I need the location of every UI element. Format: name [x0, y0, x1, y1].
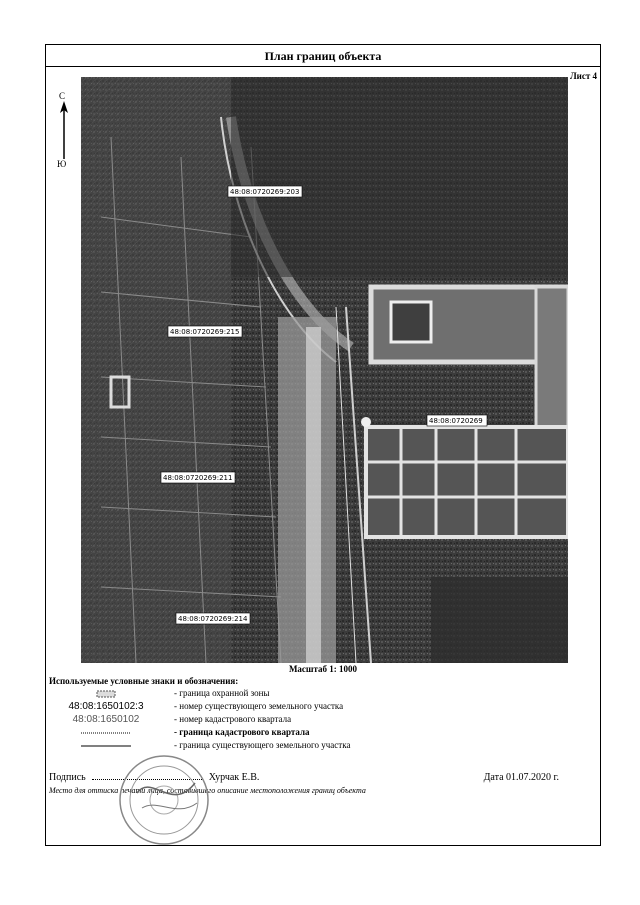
legend-label: - граница кадастрового квартала — [174, 727, 310, 737]
signer-name: Хурчак Е.В. — [208, 772, 260, 783]
document-frame — [45, 44, 601, 846]
satellite-map — [81, 77, 568, 663]
legend-label: - граница существующего земельного участка — [174, 740, 351, 750]
legend-title: Используемые условные знаки и обозначения: — [49, 676, 239, 686]
compass-north: С — [59, 91, 66, 101]
sheet-label: Лист 4 — [569, 71, 597, 81]
signature-label: Подпись — [49, 772, 86, 783]
scale-text: Масштаб 1: 1000 — [288, 664, 358, 674]
map-label-215: 48:08:0720269:215 — [170, 328, 240, 336]
legend-label: - номер существующего земельного участка — [174, 701, 344, 711]
stamp-note: Место для оттиска печати лица, составившего описание местоположения границ объекта — [49, 786, 366, 795]
north-arrow — [54, 91, 74, 173]
north-arrow-icon — [54, 101, 74, 161]
legend-symbol-quarter-number: 48:08:1650102 — [72, 714, 140, 725]
map-label-211: 48:08:0720269:211 — [163, 474, 233, 482]
page-title: План границ объекта — [46, 45, 600, 67]
stamp-seal — [117, 753, 212, 848]
legend-item — [46, 688, 600, 700]
map-label-quarter: 48:08:0720269 — [429, 417, 483, 425]
legend-symbol-parcel-number: 48:08:1650102:3 — [68, 701, 144, 712]
legend-label: - граница охранной зоны — [174, 688, 270, 698]
legend-item — [46, 714, 600, 726]
legend-item — [46, 727, 600, 739]
map-label-203: 48:08:0720269:203 — [230, 188, 300, 196]
legend-symbol-parcel-boundary — [46, 740, 166, 752]
legend-item — [46, 701, 600, 713]
legend-symbol-quarter-boundary — [46, 727, 166, 739]
legend-label: - номер кадастрового квартала — [174, 714, 292, 724]
compass-south: Ю — [57, 159, 67, 169]
legend-symbol-zone — [46, 688, 166, 700]
legend-item — [46, 740, 600, 752]
map-label-214: 48:08:0720269:214 — [178, 615, 248, 623]
signature-date: Дата 01.07.2020 г. — [483, 772, 559, 783]
